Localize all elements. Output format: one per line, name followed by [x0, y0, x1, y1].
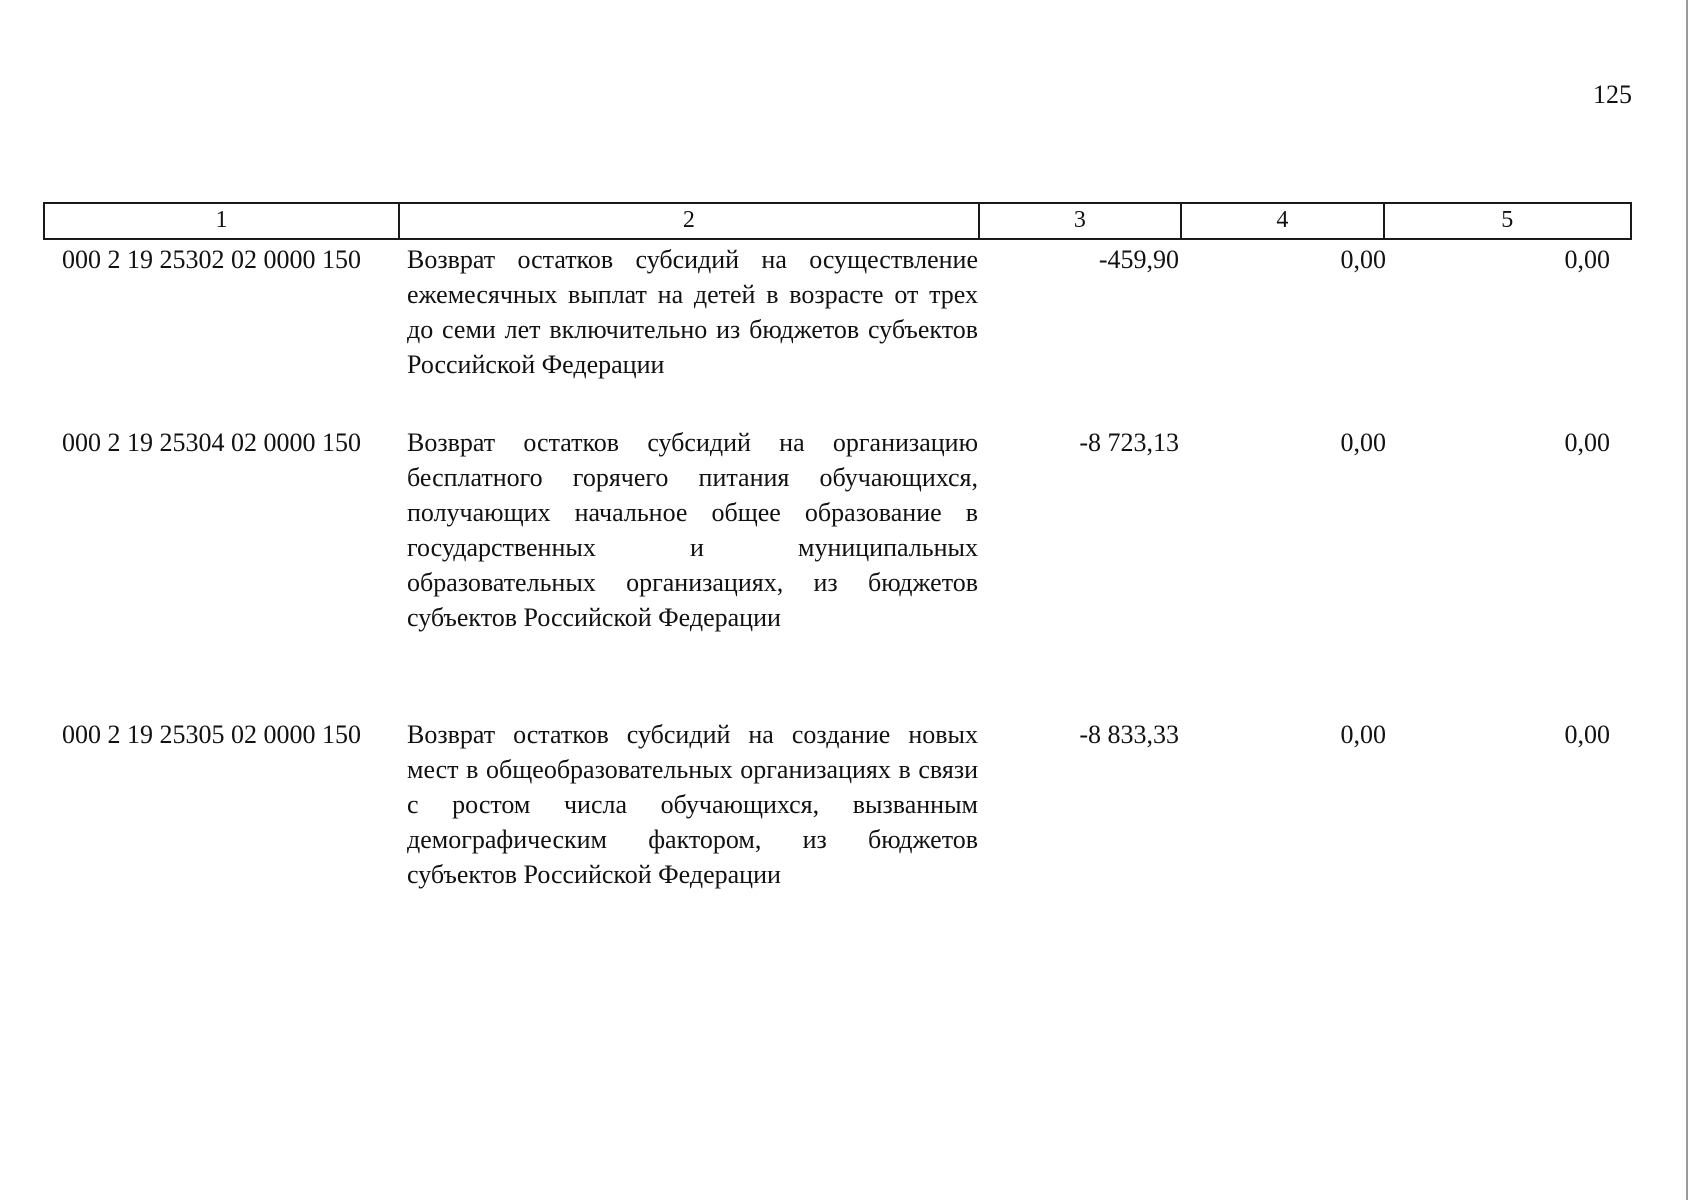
value-col-3: -8 833,33: [1079, 720, 1179, 749]
page-number: 125: [1593, 80, 1632, 109]
value-col-4: 0,00: [1340, 428, 1386, 457]
value-col-3: -8 723,13: [1079, 428, 1179, 457]
budget-code: 000 2 19 25304 02 0000 150: [62, 428, 361, 457]
row-description: Возврат остатков субсидий на организацию бесплатного горячего питания обучающихся, получающих начальное общее образование в государственных и муниципальных образовательных организациях, из бюджетов субъектов Российской Федерации: [407, 428, 978, 632]
table-row: [43, 242, 1632, 382]
column-header-3: 3: [980, 204, 1182, 238]
column-header-5: 5: [1501, 207, 1514, 233]
table-row: [43, 425, 1632, 635]
budget-code: 000 2 19 25305 02 0000 150: [62, 720, 361, 749]
scan-edge-line: [1686, 0, 1688, 1200]
table-row: [43, 717, 1632, 892]
column-header-4: 4: [1182, 204, 1384, 238]
value-col-5: 0,00: [1564, 428, 1610, 457]
value-col-5: 0,00: [1564, 720, 1610, 749]
value-col-4: 0,00: [1340, 720, 1386, 749]
table-header-row: [43, 202, 1632, 240]
row-description: Возврат остатков субсидий на осуществление ежемесячных выплат на детей в возрасте от трех до семи лет включительно из бюджетов субъектов Российской Федерации: [407, 245, 978, 379]
budget-code: 000 2 19 25302 02 0000 150: [62, 245, 361, 274]
value-col-5: 0,00: [1564, 245, 1610, 274]
column-header-2: 2: [400, 204, 980, 238]
row-description: Возврат остатков субсидий на создание новых мест в общеобразовательных организациях в связи с ростом числа обучающихся, вызванным демографическим фактором, из бюджетов субъектов Российской Федерации: [407, 720, 978, 889]
column-header-1: 1: [45, 204, 400, 238]
value-col-3: -459,90: [1098, 245, 1179, 274]
value-col-4: 0,00: [1340, 245, 1386, 274]
